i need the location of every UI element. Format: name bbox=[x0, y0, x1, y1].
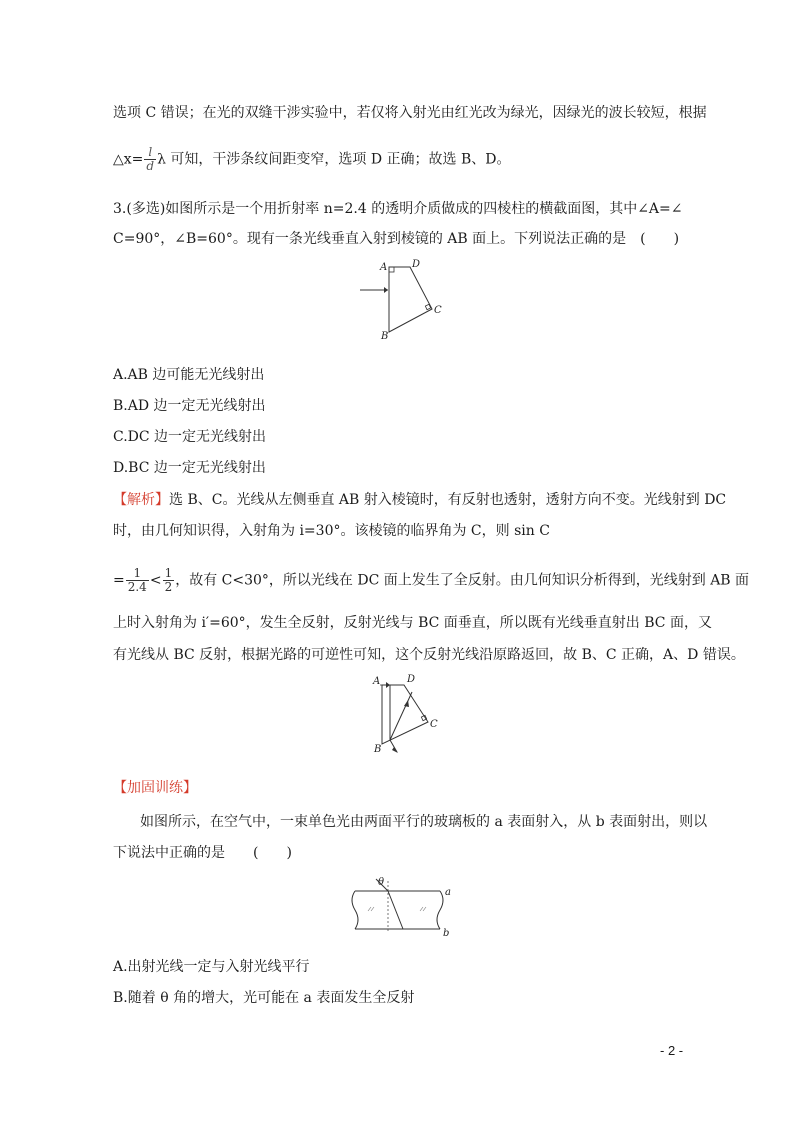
para1-line1: 选项 C 错误；在光的双缝干涉实验中，若仅将入射光由红光改为绿光，因绿光的波长较短，根据 bbox=[113, 105, 707, 121]
label-a: A bbox=[380, 262, 388, 273]
para1-line2 bbox=[113, 146, 511, 173]
label-b: B bbox=[381, 331, 389, 342]
page-number: - 2 - bbox=[660, 1043, 684, 1058]
analysis-line2: 时，由几何知识得，入射角为 i=30°。该棱镜的临界角为 C，则 sin C bbox=[113, 523, 550, 539]
less-than-sign: < bbox=[149, 572, 162, 589]
fraction1-numerator: 1 bbox=[126, 567, 149, 581]
analysis-line3 bbox=[113, 567, 749, 594]
label-c: C bbox=[434, 305, 442, 316]
label-a: A bbox=[373, 676, 381, 687]
delta-x-prefix: △x= bbox=[113, 151, 144, 168]
l-over-d-fraction bbox=[144, 146, 156, 173]
analysis-line1-text: 选 B、C。光线从左侧垂直 AB 射入棱镜时，有反射也透射，透射方向不变。光线射到 DC bbox=[169, 492, 727, 508]
analysis-line3-text: ，故有 C<30°，所以光线在 DC 面上发生了全反射。由几何知识分析得到，光线射到 AB 面 bbox=[175, 572, 750, 589]
analysis-line1 bbox=[113, 491, 726, 509]
reinforce-tag: 【加固训练】 bbox=[113, 780, 197, 796]
label-d: D bbox=[407, 674, 416, 685]
equals-sign: = bbox=[113, 572, 125, 589]
reinforce-line1: 如图所示，在空气中，一束单色光由两面平行的玻璃板的 a 表面射入，从 b 表面射出，则以 bbox=[140, 814, 708, 830]
fraction-denominator: d bbox=[146, 159, 155, 173]
q3-option-d: D.BC 边一定无光线射出 bbox=[113, 460, 266, 476]
q3-stem-line2: C=90°，∠B=60°。现有一条光线垂直入射到棱镜的 AB 面上。下列说法正确的是 ( ) bbox=[113, 231, 680, 247]
q3-option-c: C.DC 边一定无光线射出 bbox=[113, 429, 267, 445]
fraction2-denominator: 2 bbox=[164, 580, 173, 594]
glass-plate-figure bbox=[340, 873, 460, 939]
fraction1-denominator: 2.4 bbox=[127, 580, 147, 594]
analysis-tag: 【解析】 bbox=[113, 492, 169, 508]
analysis-line5: 有光线从 BC 反射，根据光路的可逆性可知，这个反射光线沿原路返回，故 B、C 正确，A、D 错误。 bbox=[113, 647, 745, 663]
fraction-one-half bbox=[163, 567, 175, 594]
label-b: B bbox=[374, 744, 382, 755]
label-a: a bbox=[445, 887, 451, 898]
prism-figure-1 bbox=[355, 255, 455, 345]
label-theta: θ bbox=[378, 877, 385, 888]
para1-line2-suffix: λ 可知，干涉条纹间距变窄，选项 D 正确；故选 B、D。 bbox=[157, 151, 511, 168]
q3-stem-line1: 3.(多选)如图所示是一个用折射率 n=2.4 的透明介质做成的四棱柱的横截面图，其中∠A=∠ bbox=[113, 201, 683, 217]
label-b: b bbox=[443, 928, 450, 939]
fraction2-numerator: 1 bbox=[164, 566, 173, 580]
reinforce-line2: 下说法中正确的是 ( ) bbox=[113, 845, 292, 861]
prism-figure-2 bbox=[360, 670, 460, 758]
label-d: D bbox=[412, 259, 421, 270]
fraction-one-over-2-4 bbox=[126, 567, 149, 594]
q3-option-b: B.AD 边一定无光线射出 bbox=[113, 398, 266, 414]
reinforce-option-b: B.随着 θ 角的增大，光可能在 a 表面发生全反射 bbox=[113, 990, 415, 1006]
analysis-line4: 上时入射角为 i′=60°，发生全反射，反射光线与 BC 面垂直，所以既有光线垂直射出 BC 面，又 bbox=[113, 615, 712, 631]
fraction-numerator: l bbox=[144, 146, 156, 160]
label-c: C bbox=[430, 719, 438, 730]
q3-option-a: A.AB 边可能无光线射出 bbox=[113, 367, 265, 383]
reinforce-option-a: A.出射光线一定与入射光线平行 bbox=[113, 959, 310, 975]
